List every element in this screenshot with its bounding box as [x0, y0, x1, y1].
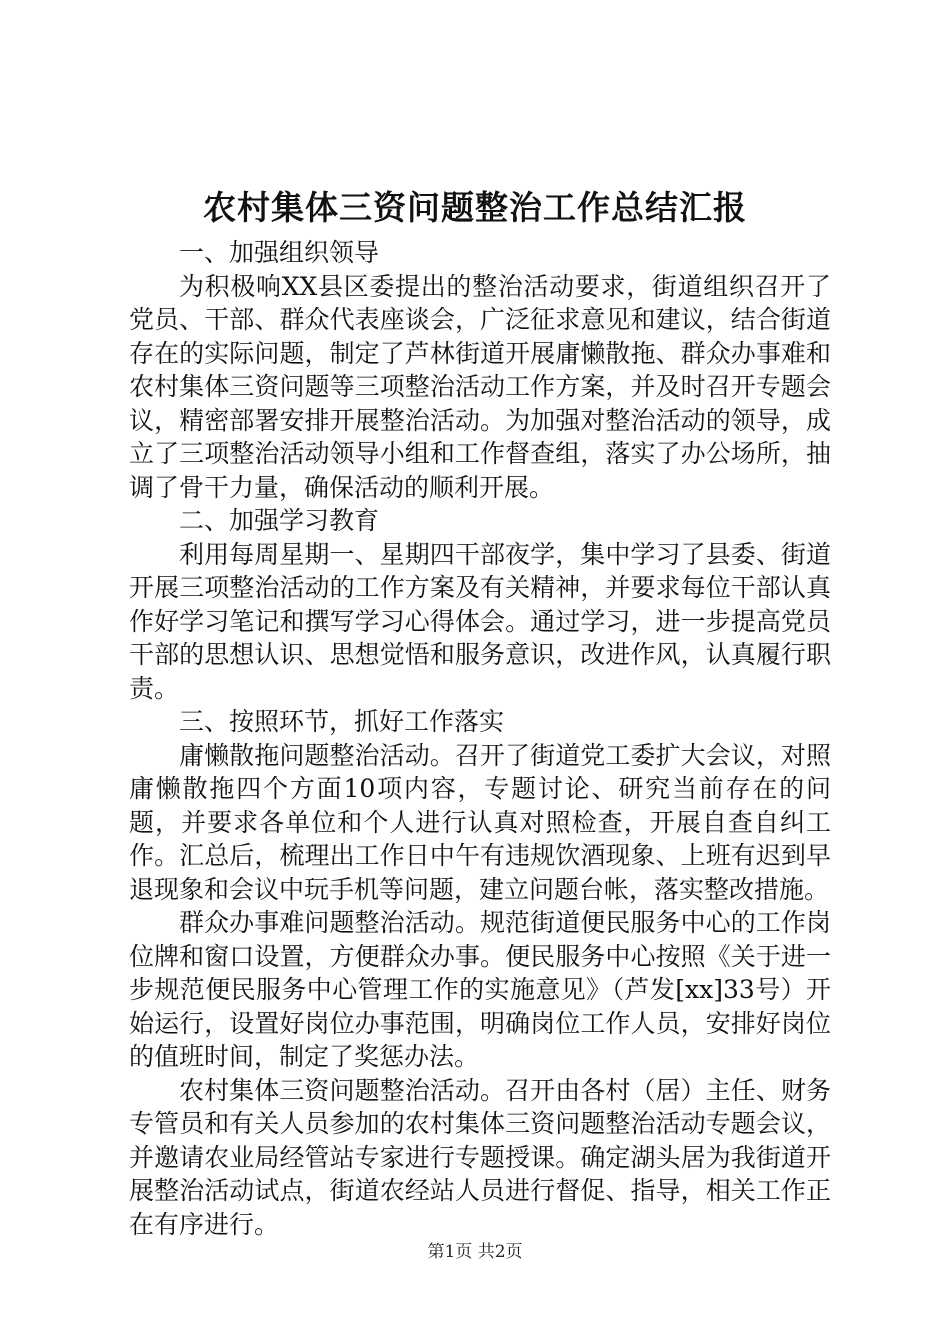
section-heading-2: 二、加强学习教育: [179, 506, 380, 535]
document-body: [129, 236, 831, 1241]
page-number-footer: 第1页 共2页: [427, 1242, 523, 1262]
section-heading-1: 一、加强组织领导: [179, 238, 380, 267]
body-paragraph: 群众办事难问题整治活动。规范街道便民服务中心的工作岗位牌和窗口设置，方便群众办事。便民服务中心按照《关于进一步规范便民服务中心管理工作的实施意见》（芦发[xx]33号）开始运行，设置好岗位办事范围，明确岗位工作人员，安排好岗位的值班时间，制定了奖惩办法。: [129, 908, 831, 1071]
body-paragraph: 农村集体三资问题整治活动。召开由各村（居）主任、财务专管员和有关人员参加的农村集体三资问题整治活动专题会议，并邀请农业局经管站专家进行专题授课。确定湖头居为我街道开展整治活动试点，街道农经站人员进行督促、指导，相关工作正在有序进行。: [129, 1075, 831, 1239]
body-paragraph: 利用每周星期一、星期四干部夜学，集中学习了县委、街道开展三项整治活动的工作方案及有关精神，并要求每位干部认真作好学习笔记和撰写学习心得体会。通过学习，进一步提高党员干部的思想认识、思想觉悟和服务意识，改进作风，认真履行职责。: [129, 539, 831, 703]
body-paragraph: 为积极响XX县区委提出的整治活动要求，街道组织召开了党员、干部、群众代表座谈会，广泛征求意见和建议，结合街道存在的实际问题，制定了芦林街道开展庸懒散拖、群众办事难和农村集体三资问题等三项整治活动工作方案，并及时召开专题会议，精密部署安排开展整治活动。为加强对整治活动的领导，成立了三项整治活动领导小组和工作督查组，落实了办公场所，抽调了骨干力量，确保活动的顺利开展。: [129, 271, 831, 502]
body-paragraph: 庸懒散拖问题整治活动。召开了街道党工委扩大会议，对照庸懒散拖四个方面10项内容，专题讨论、研究当前存在的问题，并要求各单位和个人进行认真对照检查，开展自查自纠工作。汇总后，梳理出工作日中午有违规饮酒现象、上班有迟到早退现象和会议中玩手机等问题，建立问题台帐，落实整改措施。: [129, 740, 831, 904]
section-heading-3: 三、按照环节，抓好工作落实: [179, 707, 505, 736]
document-title: 农村集体三资问题整治工作总结汇报: [203, 188, 747, 227]
